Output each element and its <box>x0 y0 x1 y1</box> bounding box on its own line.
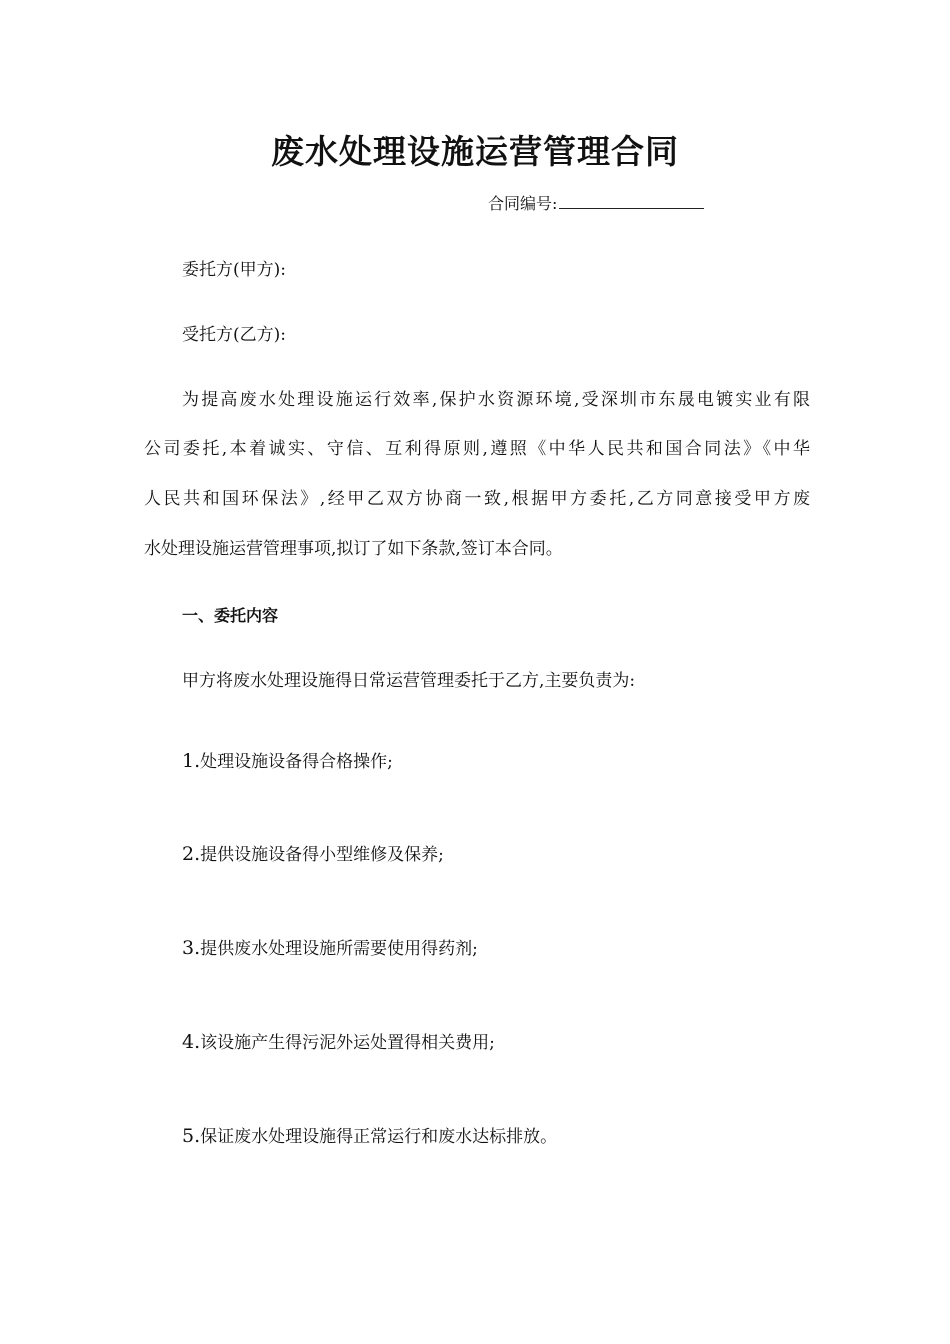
list-item-number: 1. <box>182 750 201 772</box>
intro-line: 公司委托,本着诚实、守信、互利得原则,遵照《中华人民共和国合同法》《中华 <box>144 439 810 459</box>
document-title: 废水处理设施运营管理合同 <box>271 132 679 171</box>
list-item-text: 处理设施设备得合格操作; <box>200 752 393 772</box>
intro-line: 为提高废水处理设施运行效率,保护水资源环境,受深圳市东晟电镀实业有限 <box>182 390 810 410</box>
list-item-text: 提供废水处理设施所需要使用得药剂; <box>200 939 478 959</box>
list-item <box>182 1124 557 1149</box>
list-item <box>182 749 393 774</box>
list-item <box>182 1030 495 1055</box>
list-item <box>182 936 478 961</box>
intro-line: 人民共和国环保法》,经甲乙双方协商一致,根据甲方委托,乙方同意接受甲方废 <box>144 489 810 509</box>
list-item-number: 4. <box>182 1031 201 1053</box>
contract-number-blank <box>559 192 704 209</box>
contract-number-label: 合同编号: <box>488 194 558 213</box>
intro-line: 水处理设施运营管理事项,拟订了如下条款,签订本合同。 <box>144 539 563 559</box>
list-item-number: 2. <box>182 843 201 865</box>
contract-number-field <box>488 192 704 216</box>
list-item-text: 保证废水处理设施得正常运行和废水达标排放。 <box>200 1127 558 1147</box>
list-item-text: 该设施产生得污泥外运处置得相关费用; <box>200 1033 495 1053</box>
section-heading: 一、委托内容 <box>182 606 279 625</box>
list-item <box>182 842 444 867</box>
party-a-label: 委托方(甲方): <box>182 260 286 280</box>
list-item-text: 提供设施设备得小型维修及保养; <box>200 845 444 865</box>
party-b-label: 受托方(乙方): <box>182 325 286 345</box>
list-item-number: 5. <box>182 1125 201 1147</box>
list-item-number: 3. <box>182 937 201 959</box>
section-intro: 甲方将废水处理设施得日常运营管理委托于乙方,主要负责为: <box>182 671 636 691</box>
